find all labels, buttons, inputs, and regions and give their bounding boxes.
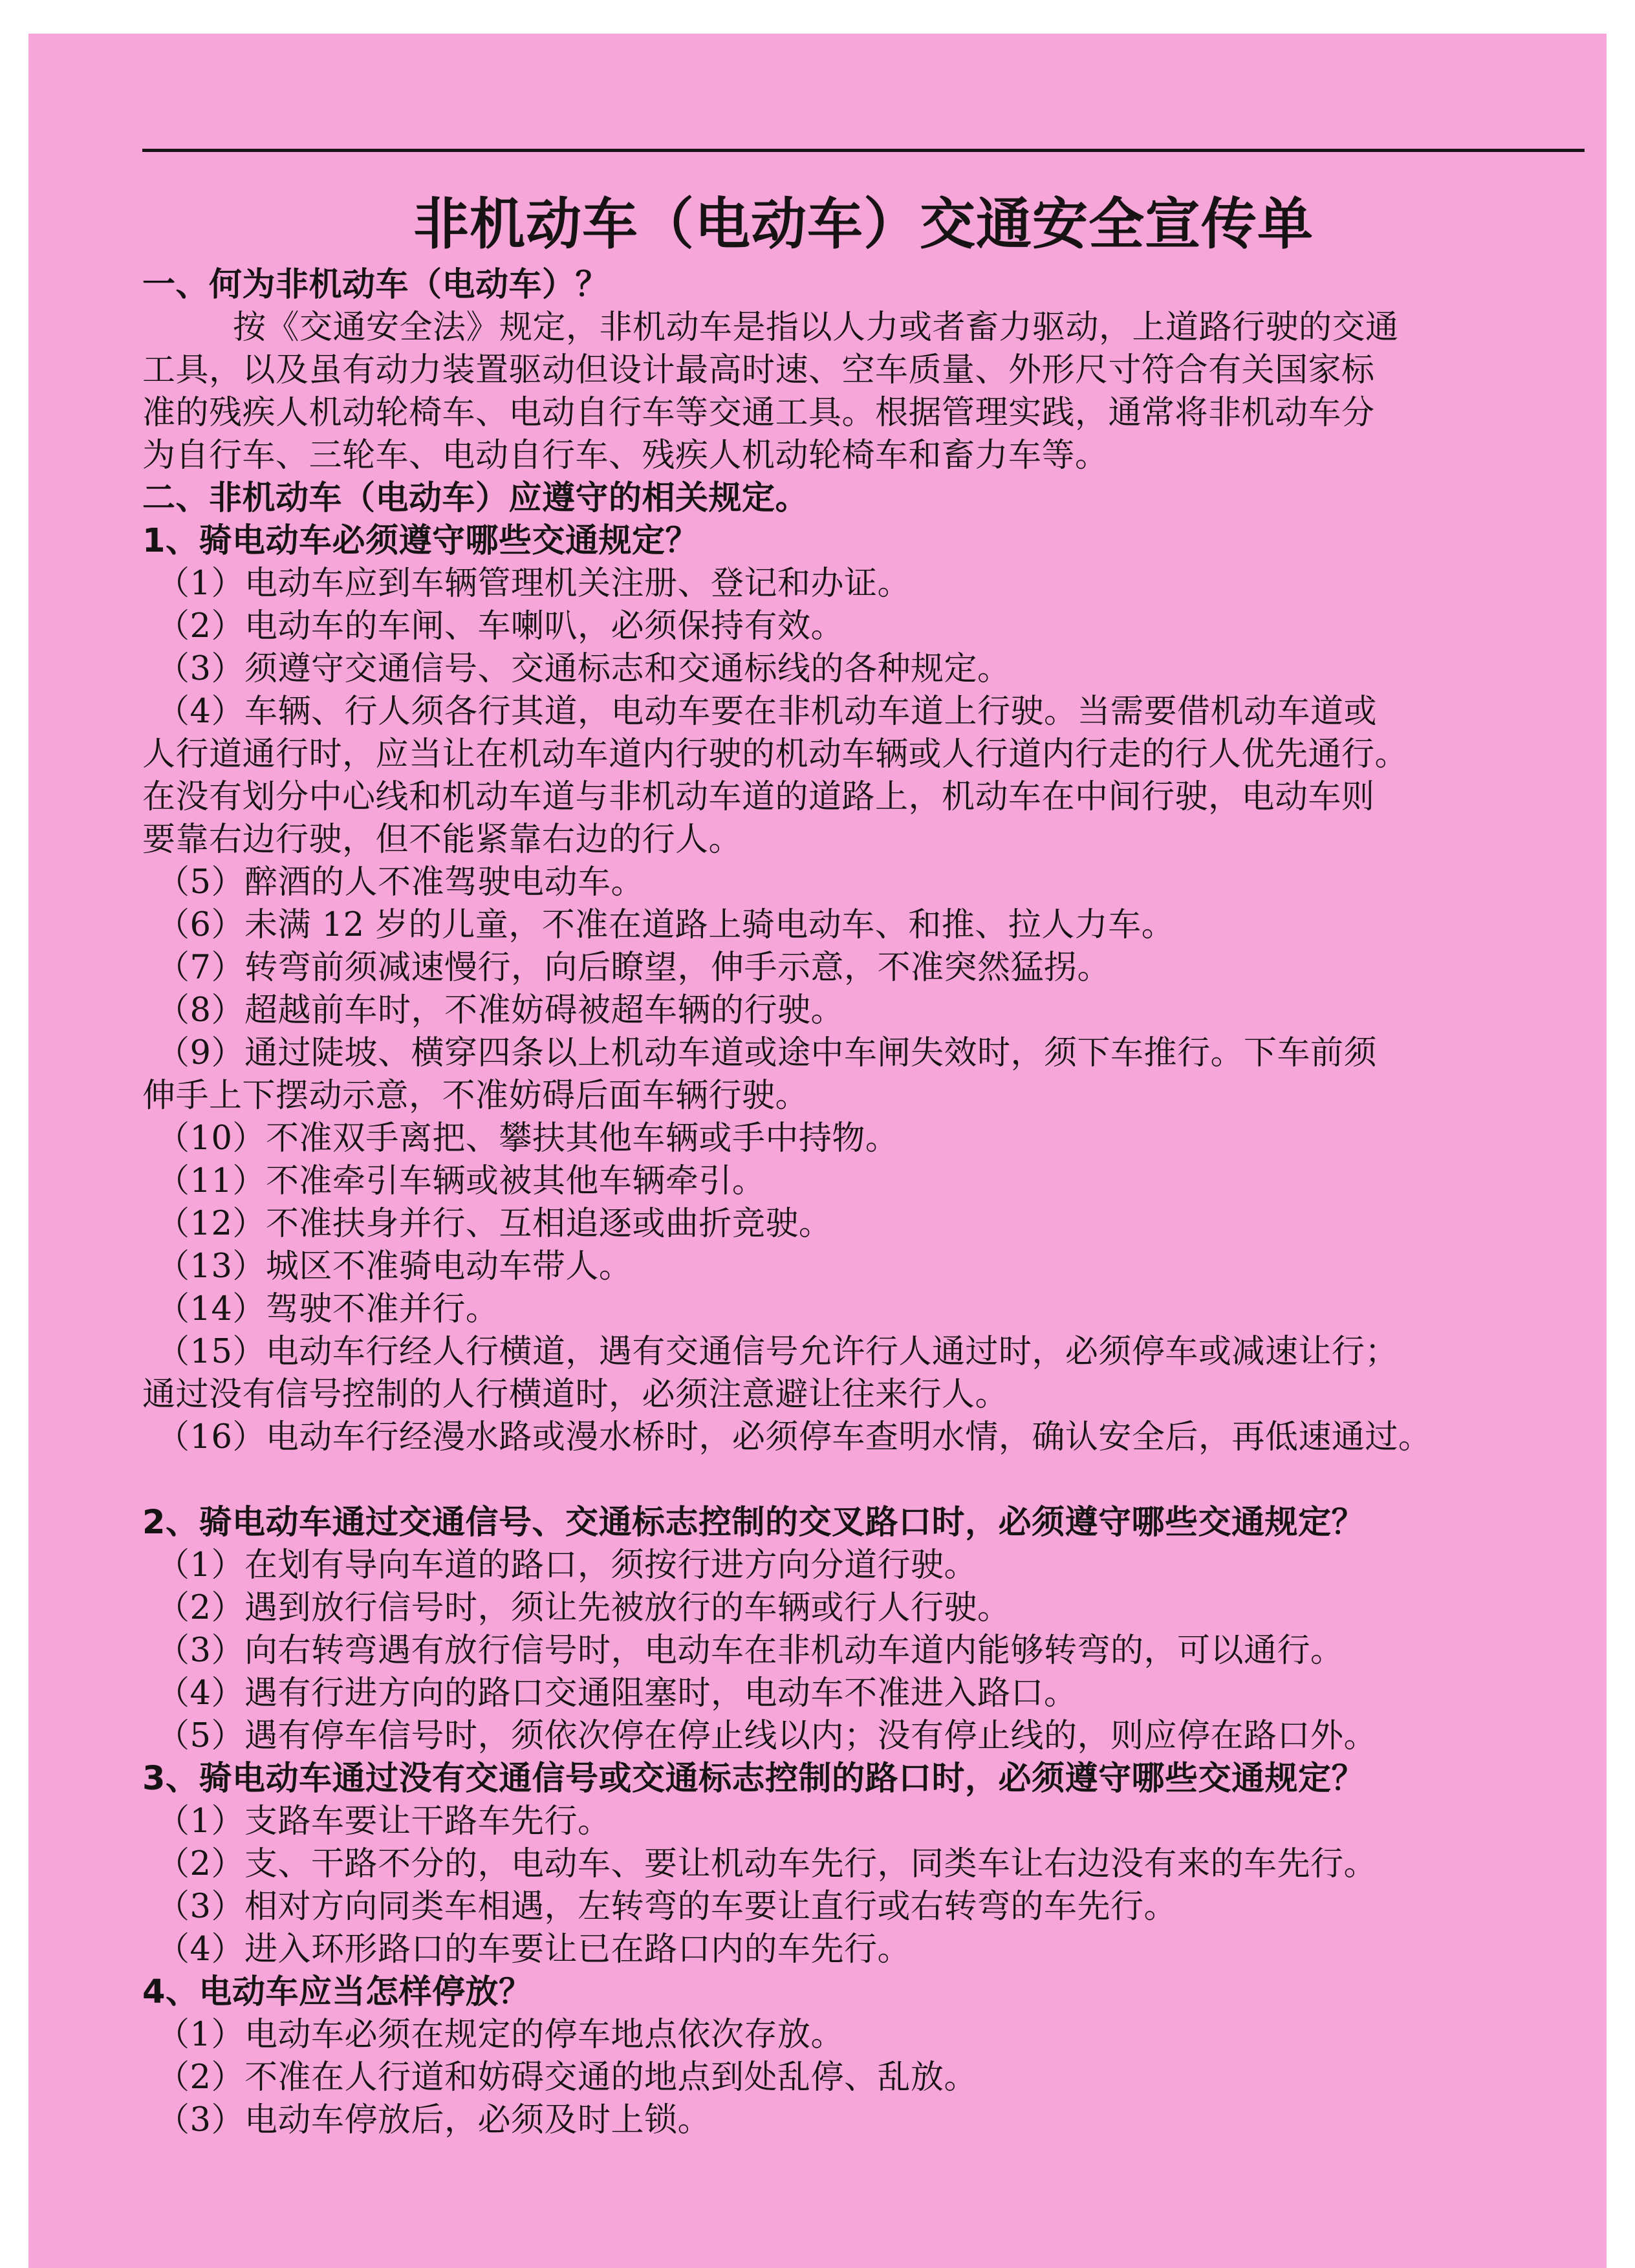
section-heading: 二、非机动车（电动车）应遵守的相关规定。 xyxy=(142,479,809,517)
rule-item: （12）不准扶身并行、互相追逐或曲折竞驶。 xyxy=(157,1205,832,1243)
rule-item: （3）电动车停放后，必须及时上锁。 xyxy=(157,2101,711,2139)
rule-item: （3）相对方向同类车相遇，左转弯的车要让直行或右转弯的车先行。 xyxy=(157,1888,1177,1926)
question-heading: 2、骑电动车通过交通信号、交通标志控制的交叉路口时，必须遵守哪些交通规定？ xyxy=(142,1504,1365,1542)
rule-item: （11）不准牵引车辆或被其他车辆牵引。 xyxy=(157,1162,766,1200)
paragraph-line: 按《交通安全法》规定，非机动车是指以人力或者畜力驱动，上道路行驶的交通 xyxy=(233,308,1399,347)
paragraph-line: 工具，以及虽有动力装置驱动但设计最高时速、空车质量、外形尺寸符合有关国家标 xyxy=(142,351,1375,389)
rule-item: （2）遇到放行信号时，须让先被放行的车辆或行人行驶。 xyxy=(157,1589,1011,1627)
rule-item: （14）驾驶不准并行。 xyxy=(157,1290,499,1328)
rule-item: （4）进入环形路口的车要让已在路口内的车先行。 xyxy=(157,1930,911,1969)
rule-item: （1）电动车必须在规定的停车地点依次存放。 xyxy=(157,2016,844,2054)
rule-item: （1）电动车应到车辆管理机关注册、登记和办证。 xyxy=(157,565,911,603)
rule-item: （6）未满 12 岁的儿童，不准在道路上骑电动车、和推、拉人力车。 xyxy=(157,906,1175,944)
paragraph-line: 准的残疾人机动轮椅车、电动自行车等交通工具。根据管理实践，通常将非机动车分 xyxy=(142,394,1375,432)
rule-item: （5）醉酒的人不准驾驶电动车。 xyxy=(157,863,644,902)
rule-item: （2）不准在人行道和妨碍交通的地点到处乱停、乱放。 xyxy=(157,2058,977,2097)
rule-item: （4）遇有行进方向的路口交通阻塞时，电动车不准进入路口。 xyxy=(157,1674,1077,1712)
flyer-body xyxy=(142,264,1591,2142)
question-heading: 1、骑电动车必须遵守哪些交通规定？ xyxy=(142,522,698,560)
rule-item: （13）城区不准骑电动车带人。 xyxy=(157,1247,633,1286)
rule-item-continued: 要靠右边行驶，但不能紧靠右边的行人。 xyxy=(142,821,742,859)
rule-item: （3）向右转弯遇有放行信号时，电动车在非机动车道内能够转弯的，可以通行。 xyxy=(157,1632,1344,1670)
rule-item: （15）电动车行经人行横道，遇有交通信号允许行人通过时，必须停车或减速让行； xyxy=(157,1333,1398,1371)
question-heading: 3、骑电动车通过没有交通信号或交通标志控制的路口时，必须遵守哪些交通规定？ xyxy=(142,1760,1365,1798)
flyer-page xyxy=(28,34,1607,2268)
rule-item: （8）超越前车时，不准妨碍被超车辆的行驶。 xyxy=(157,991,844,1030)
rule-item-continued: 通过没有信号控制的人行横道时，必须注意避让往来行人。 xyxy=(142,1376,1009,1414)
rule-item: （2）电动车的车闸、车喇叭，必须保持有效。 xyxy=(157,607,844,645)
question-heading: 4、电动车应当怎样停放？ xyxy=(142,1973,532,2011)
rule-item: （5）遇有停车信号时，须依次停在停止线以内；没有停止线的，则应停在路口外。 xyxy=(157,1717,1377,1755)
rule-item: （9）通过陡坡、横穿四条以上机动车道或途中车闸失效时，须下车推行。下车前须 xyxy=(157,1034,1377,1072)
rule-item-continued: 人行道通行时，应当让在机动车道内行驶的机动车辆或人行道内行走的行人优先通行。 xyxy=(142,735,1409,773)
rule-item: （4）车辆、行人须各行其道，电动车要在非机动车道上行驶。当需要借机动车道或 xyxy=(157,693,1377,731)
rule-item: （1）在划有导向车道的路口，须按行进方向分道行驶。 xyxy=(157,1546,977,1584)
rule-item: （3）须遵守交通信号、交通标志和交通标线的各种规定。 xyxy=(157,650,1011,688)
rule-item: （10）不准双手离把、攀扶其他车辆或手中持物。 xyxy=(157,1119,899,1158)
rule-item: （1）支路车要让干路车先行。 xyxy=(157,1802,611,1841)
rule-item: （16）电动车行经漫水路或漫水桥时，必须停车查明水情，确认安全后，再低速通过。 xyxy=(157,1418,1432,1456)
top-rule xyxy=(142,149,1585,152)
paragraph-line: 为自行车、三轮车、电动自行车、残疾人机动轮椅车和畜力车等。 xyxy=(142,437,1109,475)
rule-item: （7）转弯前须减速慢行，向后瞭望，伸手示意，不准突然猛拐。 xyxy=(157,949,1110,987)
section-heading: 一、何为非机动车（电动车）？ xyxy=(142,266,609,304)
blank-line xyxy=(142,1459,1591,1502)
rule-item-continued: 伸手上下摆动示意，不准妨碍后面车辆行驶。 xyxy=(142,1077,809,1115)
flyer-title: 非机动车（电动车）交通安全宣传单 xyxy=(413,192,1314,257)
rule-item-continued: 在没有划分中心线和机动车道与非机动车道的道路上，机动车在中间行驶，电动车则 xyxy=(142,778,1375,816)
rule-item: （2）支、干路不分的，电动车、要让机动车先行，同类车让右边没有来的车先行。 xyxy=(157,1845,1377,1883)
